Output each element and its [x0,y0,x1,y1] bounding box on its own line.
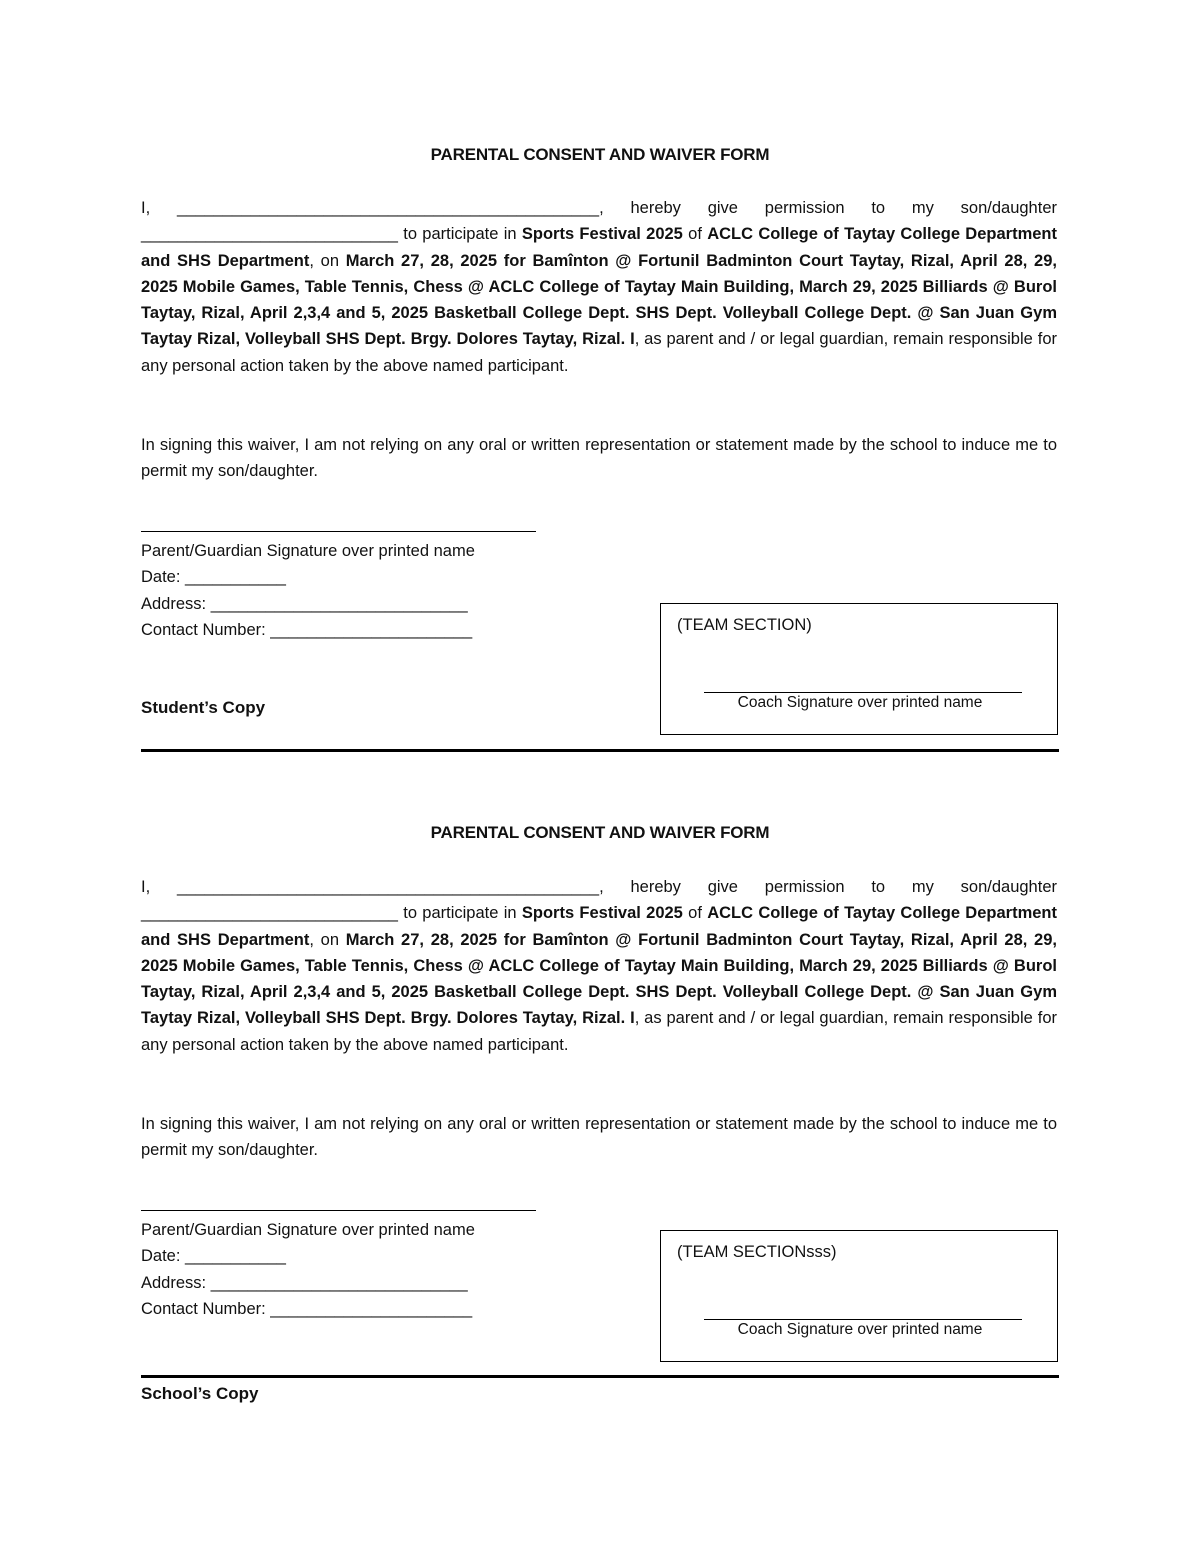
guardian-signature-line [141,1210,536,1211]
contact-number-field: Contact Number: ______________________ [141,1300,473,1318]
on-text: , on [309,251,346,270]
permission-text: , hereby give permission to my son/daughter [599,878,1057,896]
of-text: of [682,904,708,923]
organizer-details: ACLC College of Taytay College Department and SHS Department [141,904,1057,949]
consent-lead: I, [141,878,177,896]
team-section-box [660,603,1058,735]
guardian-name-blank: ______________________________________________ [176,878,600,896]
student-copy-label: Student’s Copy [141,698,266,717]
permission-text: , hereby give permission to my son/daughter [599,199,1057,217]
contact-number-field: Contact Number: ______________________ [141,621,473,639]
consent-paragraph [141,874,1057,1058]
coach-signature-label: Coach Signature over printed name [737,694,983,711]
section-divider [141,1375,1059,1378]
student-name-blank: ____________________________ [141,225,398,244]
on-text: , on [309,930,346,949]
team-section-box [660,1230,1058,1362]
coach-signature-line [704,1319,1022,1320]
participate-text: to participate in [397,225,522,244]
event-schedule: March 27, 28, 2025 for Bamînton @ Fortunil Badminton Court Taytay, Rizal, April 28, 29, 2025 Mobile Games, Table Tennis, Chess @ ACLC College of Taytay Main Building, March 29, 2025 Billiards @ Burol Taytay, Rizal, April 2,3,4 and 5, 2025 Basketball College Dept. SHS Dept. Volleyball College Dept. @ San Juan Gym Taytay Rizal, Volleyball SHS Dept. Brgy. Dolores Taytay, Rizal. I [141,930,1057,1028]
student-name-blank: ____________________________ [141,904,398,923]
coach-signature-line [704,692,1022,693]
guardian-signature-label: Parent/Guardian Signature over printed name [141,542,475,560]
waiver-paragraph: In signing this waiver, I am not relying on any oral or written representation or statement made by the school to induce me to permit my son/daughter. [141,1115,1057,1160]
team-section-label: (TEAM SECTIONsss) [677,1243,837,1261]
team-section-label: (TEAM SECTION) [677,616,812,634]
coach-signature-label: Coach Signature over printed name [737,1321,983,1338]
waiver-paragraph: In signing this waiver, I am not relying on any oral or written representation or statement made by the school to induce me to permit my son/daughter. [141,436,1057,481]
participate-text: to participate in [397,904,522,923]
date-field: Date: ___________ [141,1247,286,1265]
responsibility-text: , as parent and / or legal guardian, remain responsible for any personal action taken by the above named participant. [141,1009,1057,1054]
event-name: Sports Festival 2025 [521,904,683,923]
event-schedule: March 27, 28, 2025 for Bamînton @ Fortunil Badminton Court Taytay, Rizal, April 28, 29, 2025 Mobile Games, Table Tennis, Chess @ ACLC College of Taytay Main Building, March 29, 2025 Billiards @ Burol Taytay, Rizal, April 2,3,4 and 5, 2025 Basketball College Dept. SHS Dept. Volleyball College Dept. @ San Juan Gym Taytay Rizal, Volleyball SHS Dept. Brgy. Dolores Taytay, Rizal. I [141,251,1057,349]
form-title: PARENTAL CONSENT AND WAIVER FORM [430,145,770,164]
consent-lead: I, [141,199,177,217]
guardian-signature-line [141,531,536,532]
guardian-signature-label: Parent/Guardian Signature over printed name [141,1221,475,1239]
responsibility-text: , as parent and / or legal guardian, remain responsible for any personal action taken by the above named participant. [141,330,1057,375]
date-field: Date: ___________ [141,568,286,586]
school-copy-label: School’s Copy [141,1384,259,1403]
organizer-details: ACLC College of Taytay College Department and SHS Department [141,225,1057,270]
address-field: Address: ____________________________ [141,1274,468,1292]
address-field: Address: ____________________________ [141,595,468,613]
of-text: of [682,225,708,244]
consent-paragraph [141,195,1057,379]
event-name: Sports Festival 2025 [521,225,683,244]
form-title: PARENTAL CONSENT AND WAIVER FORM [430,823,770,842]
section-divider [141,749,1059,752]
guardian-name-blank: ______________________________________________ [176,199,600,217]
